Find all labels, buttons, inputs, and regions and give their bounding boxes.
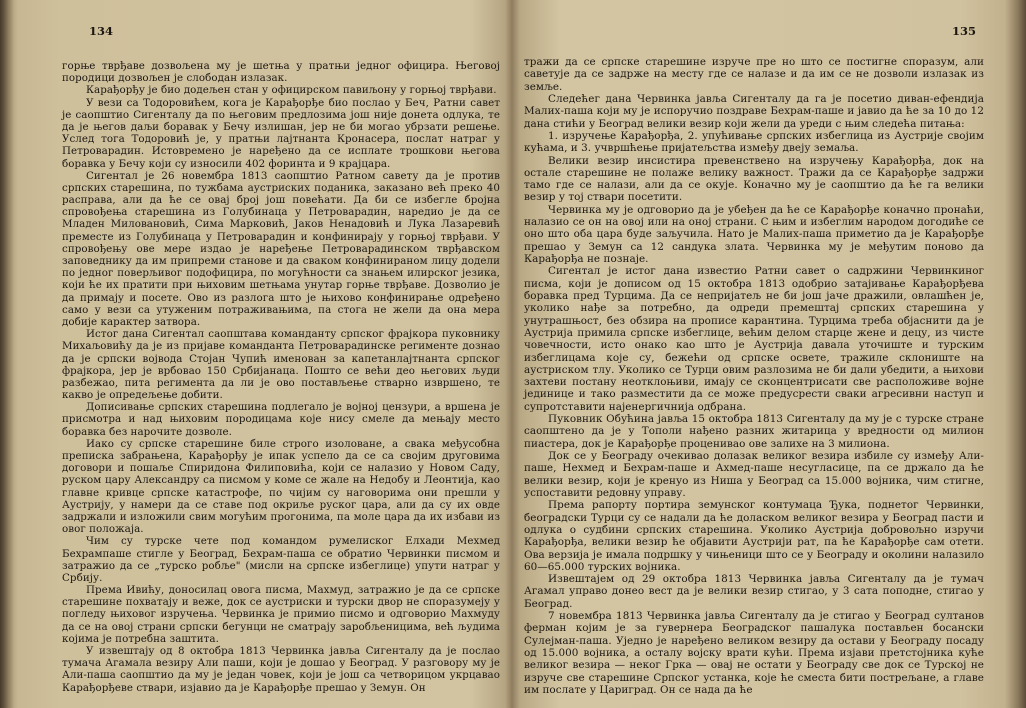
right-page-number: 135 xyxy=(951,24,976,38)
paragraph: Истог дана Сигентал саопштава команданту српског фрајкора пуковнику Михаљовићу да је из пријаве команданта Петроварадинске регименте дознао да је српски војвода Стојан Чупић именован за капетанлајтнанта српског фрајкора, јер је врбовао 150 Србијанаца. Пошто се већи део његових људи разбежао, пита регимента да ли је ово постављење стварно извршено, те какво је опредељење добити. xyxy=(62,328,500,402)
paragraph: Док се у Београду очекивао долазак великог везира избиле су између Али-паше, Нехмед и Бехрам-паше и Ахмед-паше несугласице, па се држало да ће велики везир, који је кренуо из Ниша у Београд са 15.000 војника, чим стигне, успоставити редовну управу. xyxy=(524,450,984,499)
paragraph: 1. изручење Карађорђа, 2. упућивање српских избеглица из Аустрије својим кућама, и 3. учвршћење пријатељства између двеју земаља. xyxy=(524,129,984,155)
paragraph: Пуковник Обућина јавља 15 октобра 1813 Сигенталу да му је с турске стране саопштено да је у Тополи нађено разних житарица у вредности од милион пиастера, док је Карађорђе проценивао ове залихе на 3 милиона. xyxy=(524,413,984,450)
right-page xyxy=(514,0,1026,708)
paragraph: тражи да се српске старешине изруче пре но што се постигне споразум, али саветује да се задрже на месту где се налазе и да им се не дозволи излазак из земље. xyxy=(524,56,984,93)
paragraph: горње тврђаве дозвољена му је шетња у пратњи једног официра. Његовој породици дозвољен је слободан излазак. xyxy=(62,60,500,85)
left-page xyxy=(0,0,512,708)
paragraph: Карађорђу је био додељен стан у официрском павиљону у горњој тврђави. xyxy=(86,84,497,97)
left-page-number: 134 xyxy=(89,24,114,38)
paragraph: Према Ивићу, доносилац овога писма, Махмуд, затражио је да се српске старешине похватају и веже, док се аустриски и турски двор не споразумеју у погледу њиховог изручења. Червинка је примио писмо и одговорио Махмуду да се на овој страни српски бегунци не сматрају заробљеницима, већ људима којима је потребна заштита. xyxy=(62,584,500,645)
paragraph: Червинка му је одговорио да је убеђен да ће се Карађорђе коначно пронаћи, налазио се он на овој или на оној страни. С њим и избеглим народом догодиће се оно што оба цара буде заључила. Нато је Малих-паша приметио да је Карађорђе прешао у Земун са 12 сандука злата. Червинка му је међутим поново да Карађорђа не познаје. xyxy=(524,203,984,265)
paragraph: Следећег дана Червинка јавља Сигенталу да га је посетио диван-ефендија Малих-паша који му је испоручио поздраве Бехрам-паше и јавио да ће за 10 до 12 дана стићи у Београд велики везир који жели да уреди с њим следећа питања: xyxy=(524,92,984,130)
paragraph: Чим су турске чете под командом румелиског Елхади Мехмед Бехрампаше стигле у Београд, Бехрам-паша се обратио Червинки писмом и затражио да се „турско робље" (мисли на српске избеглице) упути натраг у Србију. xyxy=(62,535,500,584)
paragraph: Извештајем од 29 октобра 1813 Червинка јавља Сигенталу да је тумач Агамал управо донео вест да је велики везир стигао, у 3 сата поподне, стигао у Београд. xyxy=(524,573,984,610)
paragraph: У вези са Тодоровићем, кога је Карађорђе био послао у Беч, Ратни савет је саопштио Сигенталу да по његовим предлозима још није донета одлука, те да је његов даљи боравак у Бечу излишан, јер не би могао убрзати решење. Услед тога Тодоровић је, у пратњи лајтнанта Кронасера, послат натраг у Петроварадин. Истовремено је наређено да се исплате трошкови његова боравка у Бечу који су износили 402 форинта и 9 крајцара. xyxy=(62,96,500,170)
paragraph: Сигентал је истог дана известио Ратни савет о садржини Червинкиног писма, који је дописом од 15 октобра 1813 одобрио затајивање Карађорђева боравка пред Турцима. Да се непријатељ не би још јаче дражили, овлашћен је, уколико нађе за потребно, да одреди премештај српских старешина у унутрашњост, без обзира на прописе карантина. Турцима треба објаснити да је Аустрија примила српске избеглице, већим делом старце жене и децу, из чисте човечности, исто онако као што је Аустрија давала уточиште и турским избеглицама које су, бежећи од српске освете, тражиле склониште на аустриском тлу. Уколико се Турци овим разлозима не би дали убедити, а њихови захтеви постану неотклоњиви, имају се сконцентрисати све расположиве војне јединице и тако разместити да се може предусрести сваки агресивни наступ и супротставити најенергичнија одбрана. xyxy=(524,265,984,413)
paragraph: Иако су српске старешине биле строго изоловане, а свака међусобна преписка забрањена, Карађорђу је ипак успело да се са својим друговима договори и пошаље Спиридона Филиповића, који се налазио у Новом Саду, руском цару Александру са писмом у коме се жале на Недобу и Леонтија, као главне кривце српске катастрофе, по чијим су наговорима они прешли у Аустрију, у намери да се ставе под окриље руског цара, али да су их овде задржали и изложили свим могућим прогонима, па моле цара да их избави из овог положаја. xyxy=(62,437,500,536)
left-page-text xyxy=(62,60,500,694)
paragraph: У извештају од 8 октобра 1813 Червинка јавља Сигенталу да је послао тумача Агамала везиру Али паши, који је дошао у Београд. У разговору му је Али-паша саопштио да му је један човек, који је још са четворицом укрцавао Карађорђеве ствари, изјавио да је Карађорђе прешао у Земун. Он xyxy=(62,645,500,694)
paragraph: Велики везир инсистира превенствено на изручењу Карађорђа, док на остале старешине не полаже велику важност. Тражи да се Карађорђе задржи тамо где се налази, али да се окује. Коначно му је саопштио да ће га велики везир у тој ствари посетити. xyxy=(524,154,984,204)
right-page-text xyxy=(524,56,984,696)
paragraph: Сигентал је 26 новембра 1813 саопштио Ратном савету да је против српских старешина, по тужбама аустриских поданика, заказано већ преко 40 расправа, али да ће се овај број још повећати. Да би се избегле бројна спровођења старешина из Голубинаца у Петроварадин, наредио је да се Младен Миловановић, Сима Марковић, Јаков Ненадовић и Лука Лазаревић преместе из Голубинаца у Петроварадин и конфинирају у горњој тврђави. У спровођењу ове мере издао је наређење Петроварадинском тврђавском заповеднику да им припреми станове и да сваком конфинираном лицу додели по једног поверљивог подофицира, по могућности са знањем илирског језика, који ће их пратити при њиховим шетњама унутар горње тврђаве. Дозволио је да примају и посете. Ово из разлога што је њихово конфинирање одређено само у вези са утуженим потраживањима, па стога не жели да она мера добије карактер затвора. xyxy=(62,169,500,328)
paragraph: Према рапорту портира земунског контумаца Ђука, поднетог Червинки, београдски Турци су се надали да ће доласком великог везира у Београд пасти и одлука о судбини српских старешина. Уколико Аустрија добровољно изручи Карађорђа, велики везир ће објавити Аустрији рат, па ће Карађорђе сам отети. Ова верзија је имала подршку у чињеници што се у Београду и околини налазило 60—65.000 турских војника. xyxy=(524,499,984,573)
paragraph: 7 новембра 1813 Червинка јавља Сигенталу да је стигао у Београд султанов ферман којим је за гувернера Београдског пашалука постављен босански Сулејман-паша. Уједно је наређено великом везиру да остави у Београду посаду од 15.000 војника, а осталу војску врати кући. Према изјави претстојника куће великог везира — неког Грка — овај не остати у Београду све док се Турској не изруче све старешине Српског устанка, које ће сместа бити пострељане, а главе им послате у Цариград. Он се нада да ће xyxy=(524,610,984,696)
paragraph: Дописивање српских старешина подлегало је војној цензури, а вршена је присмотра и над њиховим породицама које нису смеле да мењају место боравка без нарочите дозволе. xyxy=(62,401,500,438)
